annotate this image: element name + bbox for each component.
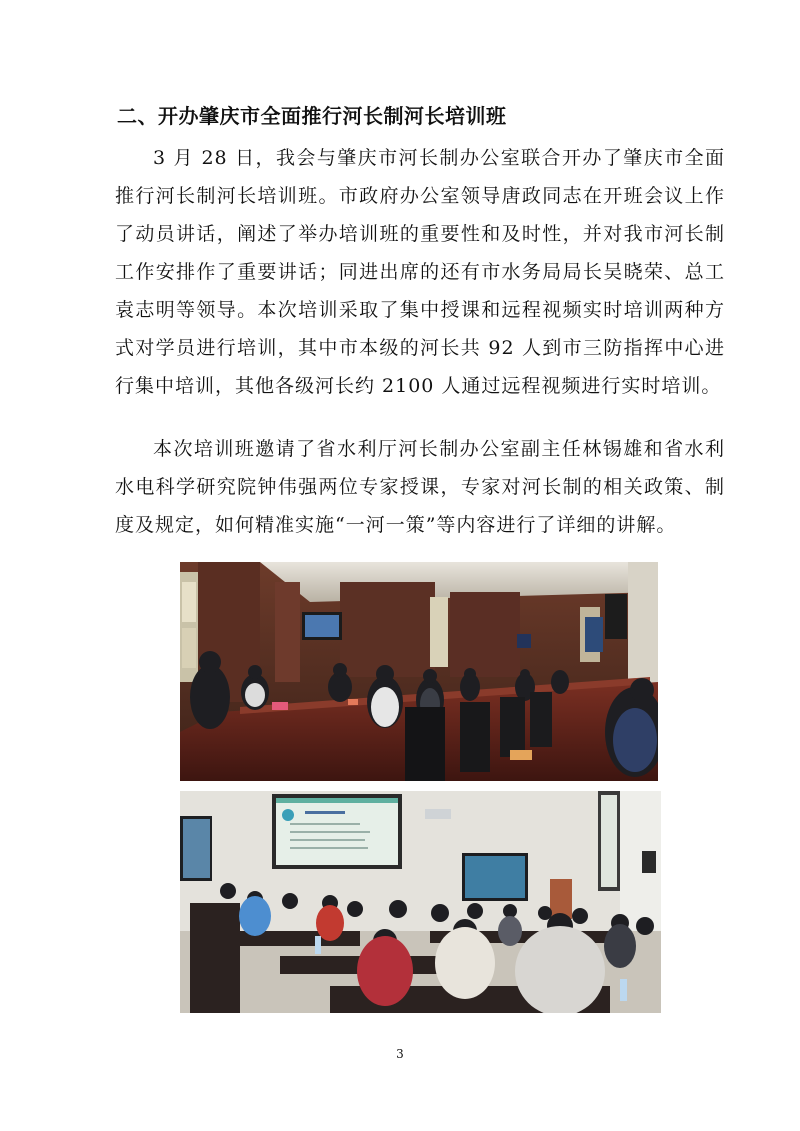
- meeting-room-illustration: [180, 562, 658, 781]
- lecture-hall-illustration: [180, 791, 661, 1013]
- body-paragraph-1: 3 月 28 日，我会与肇庆市河长制办公室联合开办了肇庆市全面推行河长制河长培训班。市政府办公室领导唐政同志在开班会议上作了动员讲话，阐述了举办培训班的重要性和及时性，并对我市河长制工作安排作了重要讲话；同进出席的还有市水务局局长吴晓荣、总工袁志明等领导。本次培训采取了集中授课和远程视频实时培训两种方式对学员进行培训，其中市本级的河长共 92 人到市三防指挥中心进行集中培训，其他各级河长约 2100 人通过远程视频进行实时培训。: [115, 147, 725, 397]
- page-number: 3: [396, 1047, 404, 1061]
- lecture-hall-photo: [180, 791, 661, 1013]
- section-heading: 二、开办肇庆市全面推行河长制河长培训班: [117, 104, 507, 128]
- meeting-room-photo: [180, 562, 658, 781]
- body-paragraph-2: 本次培训班邀请了省水利厅河长制办公室副主任林锡雄和省水利水电科学研究院钟伟强两位专家授课，专家对河长制的相关政策、制度及规定，如何精准实施“一河一策”等内容进行了详细的讲解。: [115, 438, 725, 536]
